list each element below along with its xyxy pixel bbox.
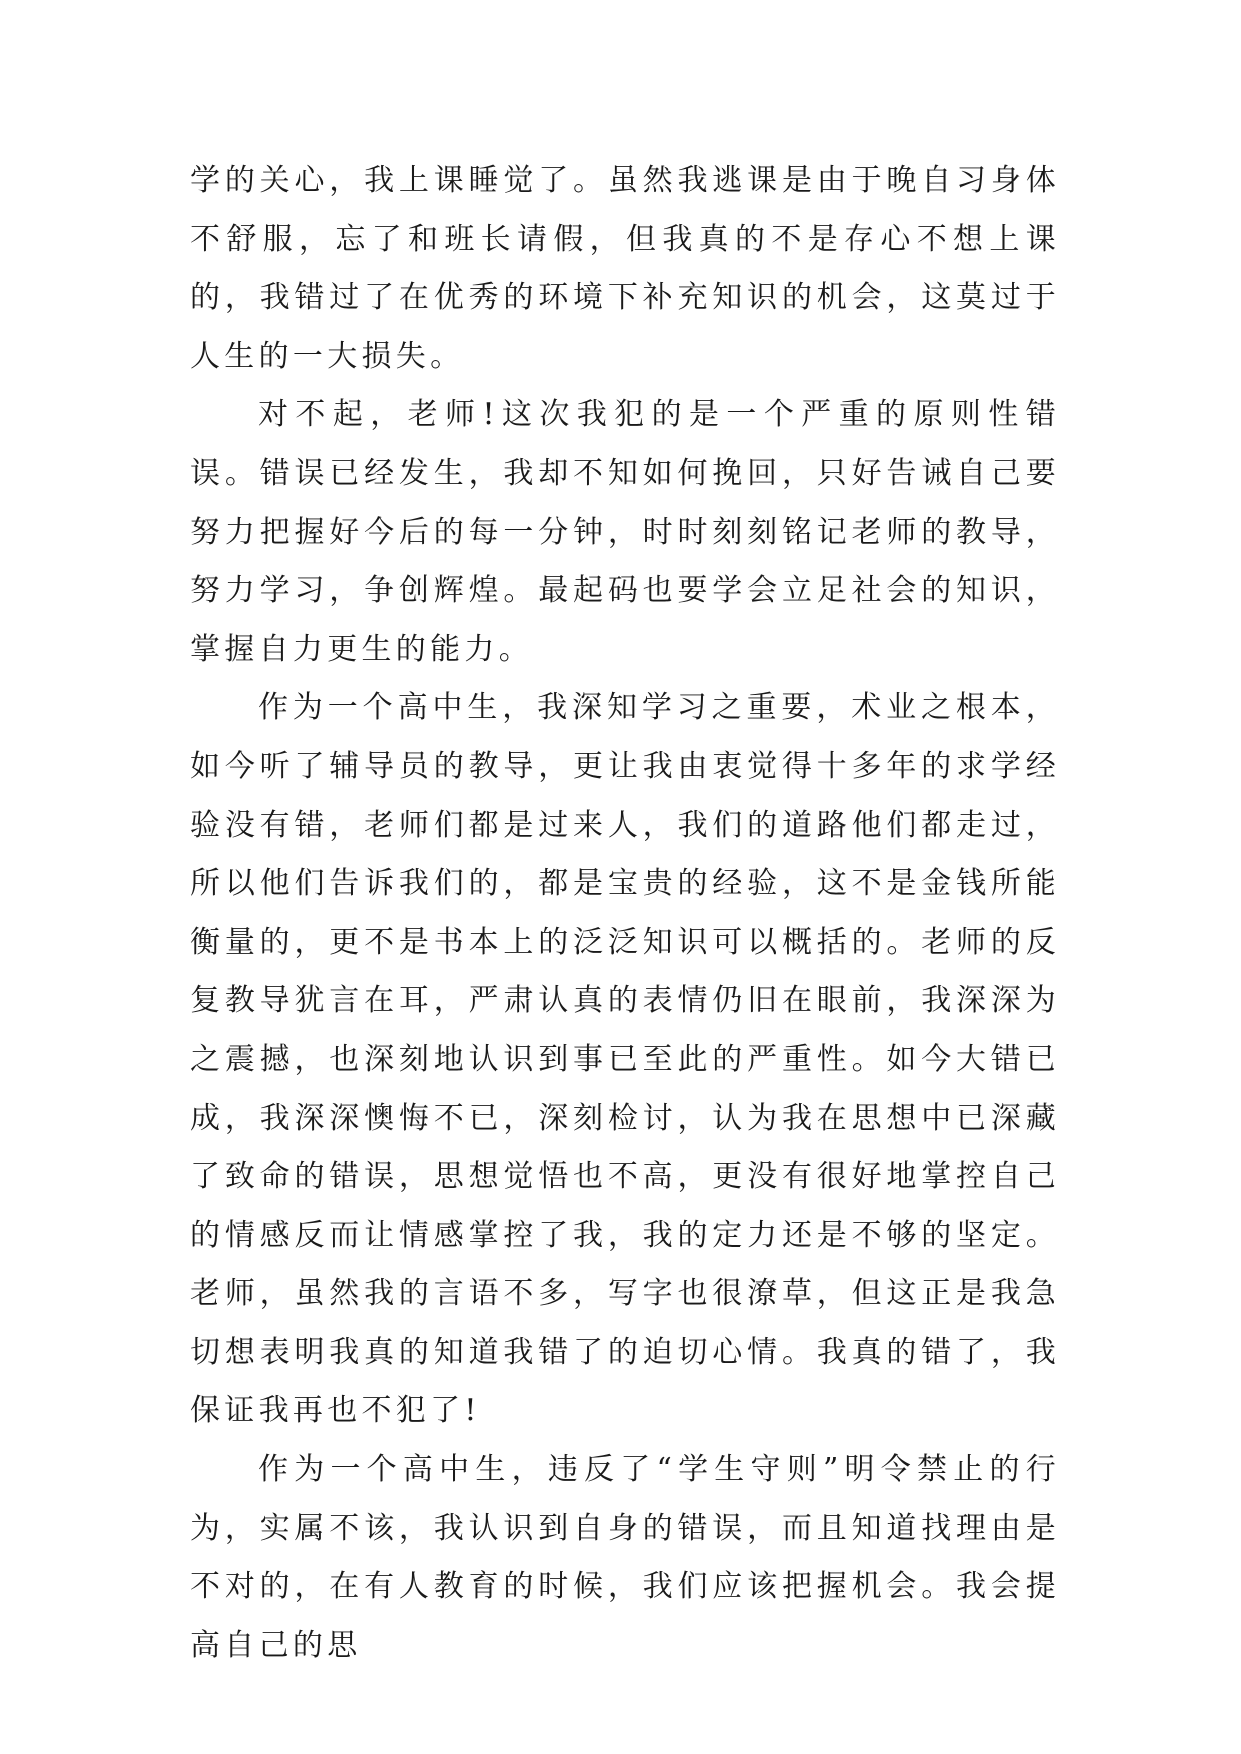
paragraph-3: 作为一个高中生，我深知学习之重要，术业之根本，如今听了辅导员的教导，更让我由衷觉得十多年的求学经验没有错，老师们都是过来人，我们的道路他们都走过，所以他们告诉我们的，都是宝贵的经验，这不是金钱所能衡量的，更不是书本上的泛泛知识可以概括的。老师的反复教导犹言在耳，严肃认真的表情仍旧在眼前，我深深为之震撼，也深刻地认识到事已至此的严重性。如今大错已成，我深深懊悔不已，深刻检讨，认为我在思想中已深藏了致命的错误，思想觉悟也不高，更没有很好地掌控自己的情感反而让情感掌控了我，我的定力还是不够的坚定。老师，虽然我的言语不多，写字也很潦草，但这正是我急切想表明我真的知道我错了的迫切心情。我真的错了，我保证我再也不犯了! (190, 690, 1060, 1429)
document-body (190, 152, 1060, 1675)
paragraph-4: 作为一个高中生，违反了“学生守则”明令禁止的行为，实属不该，我认识到自身的错误，而且知道找理由是不对的，在有人教育的时候，我们应该把握机会。我会提高自己的思 (190, 1452, 1060, 1663)
paragraph-1: 学的关心，我上课睡觉了。虽然我逃课是由于晚自习身体不舒服，忘了和班长请假，但我真的不是存心不想上课的，我错过了在优秀的环境下补充知识的机会，这莫过于人生的一大损失。 (190, 163, 1060, 374)
paragraph-2: 对不起，老师!这次我犯的是一个严重的原则性错误。错误已经发生，我却不知如何挽回，只好告诫自己要努力把握好今后的每一分钟，时时刻刻铭记老师的教导，努力学习，争创辉煌。最起码也要学会立足社会的知识，掌握自力更生的能力。 (190, 397, 1060, 667)
